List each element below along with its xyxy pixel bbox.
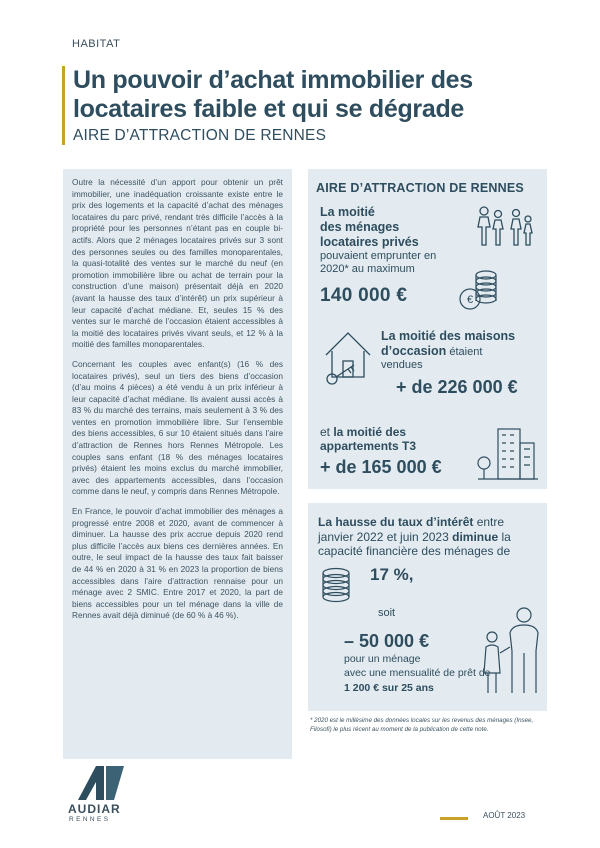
- infobox-heading: AIRE D’ATTRACTION DE RENNES: [316, 181, 524, 195]
- rate-text-2: janvier 2022 et juin 2023: [318, 529, 453, 544]
- apartments-block: [320, 425, 470, 453]
- rate-bold-2: diminue: [452, 529, 499, 544]
- rate-soit: soit: [378, 607, 396, 619]
- rate-percent: 17 %,: [370, 565, 414, 584]
- page-title: [73, 66, 562, 124]
- houses-rest: étaient: [446, 346, 483, 358]
- footer-divider: [440, 817, 468, 820]
- paragraph-3: En France, le pouvoir d’achat immobilier des ménages a progressé entre 2008 et 2020, avant de commencer à diminuer. La hausse des prix accrue depuis 2020 rend plus difficile l’accès aux biens ces dernières années. En outre, le seul impact de la hausse des taux fait baisser de 44 % en 2020 à 31 % en 2023 la proportion de biens accessibles dans l’aire d’attraction rennaise pour un ménage avec 2 SMIC. Entre 2017 et 2020, la part de biens accessibles pour un tel ménage dans la ville de Rennes avait déjà diminué (de 60 % à 46 %).: [72, 506, 283, 621]
- apartments-amount: + de 165 000 €: [320, 457, 442, 477]
- houses-bold-2: d’occasion: [381, 344, 447, 358]
- coins-icon: [458, 265, 500, 313]
- paragraph-1: Outre la nécessité d’un apport pour obtenir un prêt immobilier, une inadéquation croissante existe entre le prix des logements et la capacité d’achat des ménages locataires du parc privé, rendant très difficile l’accès à la propriété pour les personnes n’étant pas en couple bi-actifs. Alors que 2 ménages locataires privés sur 3 sont des personnes seules ou des familles monoparentales, la quasi-totalité des ventes sur le marché du neuf (en promotion immobilière libre ou achat de terrain pour la construction d’une maison) présentait déjà en 2020 (avant la hausse des taux d’intérêt) un prix supérieur à leur capacité d’achat médiane. Et, seules 15 % des ventes sur le marché de l’occasion étaient accessibles à la moitié des locataires privés vivant seuls, et 12 % à la moitié des familles monoparentales.: [72, 177, 283, 350]
- apartments-prefix: et: [320, 425, 334, 439]
- houses-line-2: [381, 344, 541, 359]
- apartments-bold-1: la moitié des: [333, 425, 407, 439]
- building-icon: [476, 423, 540, 481]
- tenant-bold-1: La moitié: [320, 205, 375, 219]
- logo-name: AUDIAR: [68, 802, 121, 816]
- svg-text:€: €: [466, 294, 474, 306]
- title-block: [62, 66, 562, 145]
- body-text-column: [63, 169, 292, 759]
- title-line-1: Un pouvoir d’achat immobilier des: [73, 66, 473, 94]
- tenant-line-5: 2020* au maximum: [320, 263, 415, 275]
- rate-line-3: capacité financière des ménages de: [318, 544, 511, 558]
- apartments-bold-2: appartements T3: [320, 439, 417, 453]
- rate-rest-1: entre: [473, 515, 505, 529]
- rate-line-1: [318, 515, 540, 530]
- parent-child-icon: [476, 603, 544, 697]
- rate-desc-3: 1 200 € sur 25 ans: [344, 682, 434, 694]
- rate-bold-1: La hausse du taux d’intérêt: [318, 515, 474, 529]
- section-tag: HABITAT: [72, 38, 121, 50]
- paragraph-2: Concernant les couples avec enfant(s) (16 % des locataires privés), seul un tiers des biens d’occasion (d’au moins 4 pièces) a été vendu à un prix inférieur à leur capacité d’achat médiane. Ils avaient aussi accès à 83 % du marché des terrains, mais seulement à 3 % des ventes en promotion immobilière libre. Sur l’ensemble des biens accessibles, 6 sur 10 étaient situés dans l’aire d’attraction de Rennes hors Rennes Métropole. Les couples sans enfant (18 % des ménages locataires privés) étaient les moins exclus du marché immobilier, avec des appartements accessibles, dans l’occasion comme dans le neuf, y compris dans Rennes Métropole.: [72, 358, 283, 497]
- rate-text: [318, 515, 540, 559]
- infobox-bottom: [308, 503, 547, 711]
- rate-desc-1: pour un ménage: [344, 653, 421, 665]
- page-subtitle: AIRE D’ATTRACTION DE RENNES: [73, 127, 327, 144]
- tenant-line-4: pouvaient emprunter en: [320, 250, 437, 262]
- houses-line-3: vendues: [381, 359, 423, 371]
- house-keys-icon: [318, 325, 380, 391]
- infobox-top: [308, 169, 547, 489]
- tenant-amount: 140 000 €: [320, 285, 408, 306]
- houses-bold-1: La moitié des maisons: [381, 329, 516, 343]
- tenant-bold-2: des ménages: [320, 220, 400, 234]
- coin-stack-icon: [318, 565, 354, 605]
- rate-desc-2: avec une mensualité de prêt de: [344, 667, 491, 679]
- rate-amount: – 50 000 €: [344, 631, 430, 651]
- footnote: * 2020 est le millésime des données locales sur les revenus des ménages (Insee, Filosofi) le plus récent au moment de la publication de cette note.: [310, 717, 534, 733]
- tenant-block: [320, 205, 470, 276]
- footer-date: AOÛT 2023: [483, 811, 526, 820]
- logo-sub: RENNES: [69, 816, 111, 823]
- rate-rest-2: la: [498, 529, 511, 544]
- tenant-bold-3: locataires privés: [320, 235, 419, 249]
- family-icon: [474, 205, 536, 251]
- rate-line-2: [318, 530, 540, 545]
- houses-amount: + de 226 000 €: [396, 377, 518, 397]
- houses-block: [381, 329, 541, 372]
- title-line-2: locataires faible et qui se dégrade: [73, 95, 465, 123]
